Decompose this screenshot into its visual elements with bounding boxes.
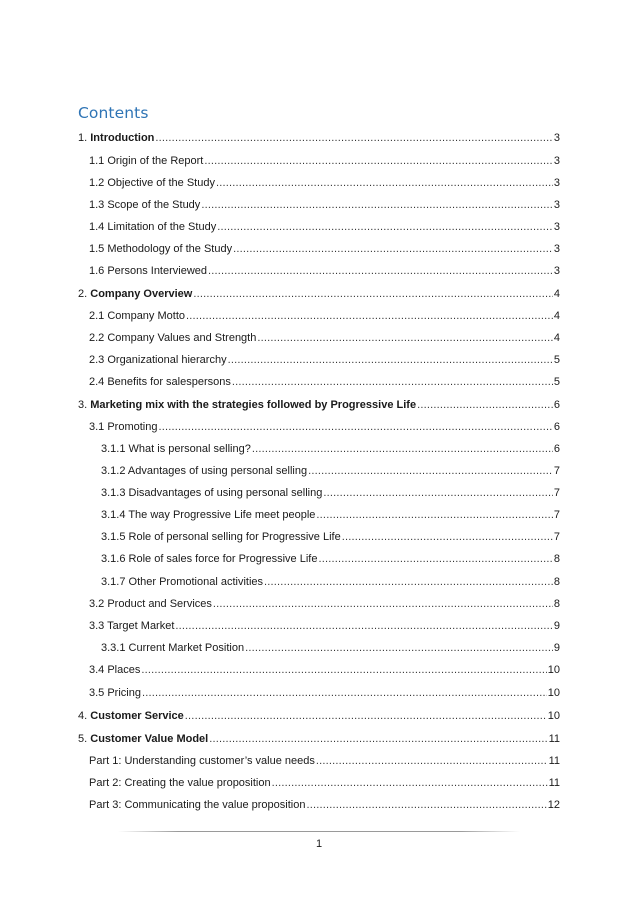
toc-entry-objective-of-study[interactable] <box>78 175 560 191</box>
toc-entry-customer-service[interactable] <box>78 708 560 724</box>
toc-entry-customer-value-model[interactable] <box>78 731 560 747</box>
toc-leader-dots <box>233 241 553 257</box>
toc-entry-page: 3 <box>553 221 560 233</box>
toc-entry-what-is-personal-selling[interactable] <box>78 441 560 457</box>
toc-entry-page: 10 <box>547 664 560 676</box>
toc-entry-number: 2. <box>78 288 88 300</box>
toc-entry-number: 5. <box>78 733 88 745</box>
toc-entry-page: 3 <box>553 243 560 255</box>
toc-entry-title: 3.1.2 Advantages of using personal selling <box>101 465 308 477</box>
toc-entry-promoting[interactable] <box>78 419 560 435</box>
toc-entry-title: 1.3 Scope of the Study <box>89 199 201 211</box>
toc-entry-title: Marketing mix with the strategies followed by Progressive Life <box>90 399 417 411</box>
toc-entry-title: 3.4 Places <box>89 664 141 676</box>
toc-entry-title: 2.3 Organizational hierarchy <box>89 354 227 366</box>
toc-leader-dots <box>193 286 553 302</box>
toc-entry-page: 6 <box>553 399 560 411</box>
toc-entry-title: Part 2: Creating the value proposition <box>89 777 271 789</box>
toc-leader-dots <box>417 397 553 413</box>
toc-entry-page: 4 <box>553 288 560 300</box>
toc-entry-page: 8 <box>553 598 560 610</box>
toc-entry-title: 1.6 Persons Interviewed <box>89 265 208 277</box>
toc-leader-dots <box>257 330 553 346</box>
toc-entry-title: Customer Value Model <box>90 733 209 745</box>
toc-entry-label <box>78 130 154 146</box>
toc-entry-label <box>78 286 192 302</box>
toc-entry-title: 3.5 Pricing <box>89 687 141 699</box>
toc-entry-page: 10 <box>547 687 560 699</box>
toc-entry-page: 3 <box>553 199 560 211</box>
toc-entry-page: 4 <box>553 332 560 344</box>
toc-entry-places[interactable] <box>78 662 560 678</box>
toc-entry-page: 5 <box>553 354 560 366</box>
toc-leader-dots <box>155 130 552 146</box>
toc-entry-title: 3.1 Promoting <box>89 421 158 433</box>
toc-leader-dots <box>252 441 553 457</box>
toc-leader-dots <box>141 662 546 678</box>
toc-entry-title: 2.2 Company Values and Strength <box>89 332 257 344</box>
toc-entry-part-3[interactable] <box>78 797 560 813</box>
toc-entry-organizational-hierarchy[interactable] <box>78 352 560 368</box>
toc-entry-origin-of-report[interactable] <box>78 153 560 169</box>
toc-entry-title: Customer Service <box>90 710 184 722</box>
toc-entry-page: 4 <box>553 310 560 322</box>
toc-leader-dots <box>209 731 547 747</box>
toc-entry-title: 3.3 Target Market <box>89 620 175 632</box>
toc-entry-part-1[interactable] <box>78 753 560 769</box>
toc-leader-dots <box>208 263 553 279</box>
toc-entry-advantages-personal-selling[interactable] <box>78 463 560 479</box>
toc-entry-pricing[interactable] <box>78 685 560 701</box>
toc-entry-marketing-mix[interactable] <box>78 397 560 413</box>
toc-leader-dots <box>175 618 552 634</box>
toc-entry-title: 3.1.6 Role of sales force for Progressive Life <box>101 553 318 565</box>
toc-entry-page: 7 <box>553 509 560 521</box>
toc-entry-other-promotional-activities[interactable] <box>78 574 560 590</box>
toc-leader-dots <box>323 485 553 501</box>
toc-entry-number: 1. <box>78 132 88 144</box>
toc-entry-way-progressive-life-meet-people[interactable] <box>78 507 560 523</box>
toc-leader-dots <box>216 175 553 191</box>
contents-heading: Contents <box>78 104 149 122</box>
toc-leader-dots <box>142 685 547 701</box>
toc-entry-page: 3 <box>553 155 560 167</box>
toc-entry-scope-of-study[interactable] <box>78 197 560 213</box>
toc-entry-product-and-services[interactable] <box>78 596 560 612</box>
toc-entry-page: 7 <box>553 531 560 543</box>
toc-entry-label <box>78 731 208 747</box>
toc-entry-title: 1.4 Limitation of the Study <box>89 221 217 233</box>
toc-entry-company-values[interactable] <box>78 330 560 346</box>
toc-leader-dots <box>204 153 553 169</box>
page-number: 1 <box>315 838 323 850</box>
toc-entry-persons-interviewed[interactable] <box>78 263 560 279</box>
toc-leader-dots <box>186 308 553 324</box>
toc-leader-dots <box>245 640 553 656</box>
toc-entry-label <box>78 708 184 724</box>
toc-entry-page: 7 <box>553 487 560 499</box>
toc-leader-dots <box>342 529 553 545</box>
toc-entry-page: 6 <box>553 421 560 433</box>
toc-entry-title: 2.1 Company Motto <box>89 310 185 322</box>
toc-entry-title: 1.5 Methodology of the Study <box>89 243 233 255</box>
toc-leader-dots <box>264 574 553 590</box>
toc-leader-dots <box>185 708 547 724</box>
toc-entry-number: 3. <box>78 399 88 411</box>
toc-leader-dots <box>316 753 548 769</box>
toc-entry-title: 2.4 Benefits for salespersons <box>89 376 231 388</box>
toc-entry-title: 1.1 Origin of the Report <box>89 155 204 167</box>
toc-leader-dots <box>232 374 553 390</box>
toc-entry-title: 3.1.3 Disadvantages of using personal selling <box>101 487 323 499</box>
toc-leader-dots <box>217 219 553 235</box>
toc-entry-page: 9 <box>553 620 560 632</box>
toc-entry-page: 6 <box>553 443 560 455</box>
toc-entry-title: 3.1.1 What is personal selling? <box>101 443 251 455</box>
toc-leader-dots <box>213 596 553 612</box>
toc-entry-title: Part 3: Communicating the value proposition <box>89 799 306 811</box>
toc-entry-title: 3.1.7 Other Promotional activities <box>101 576 264 588</box>
toc-entry-title: 3.3.1 Current Market Position <box>101 642 245 654</box>
toc-entry-page: 10 <box>547 710 560 722</box>
toc-entry-title: 3.1.5 Role of personal selling for Progressive Life <box>101 531 341 543</box>
toc-entry-page: 11 <box>548 733 560 745</box>
toc-entry-current-market-position[interactable] <box>78 640 560 656</box>
toc-entry-page: 5 <box>553 376 560 388</box>
toc-entry-company-overview[interactable] <box>78 286 560 302</box>
toc-entry-page: 8 <box>553 553 560 565</box>
toc-entry-title: Company Overview <box>90 288 193 300</box>
toc-leader-dots <box>228 352 553 368</box>
toc-entry-role-personal-selling[interactable] <box>78 529 560 545</box>
toc-entry-title: Part 1: Understanding customer’s value needs <box>89 755 315 767</box>
toc-entry-methodology[interactable] <box>78 241 560 257</box>
toc-entry-page: 12 <box>547 799 560 811</box>
toc-entry-benefits-salespersons[interactable] <box>78 374 560 390</box>
toc-entry-page: 11 <box>548 755 560 767</box>
toc-entry-page: 7 <box>553 465 560 477</box>
toc-entry-introduction[interactable] <box>78 130 560 146</box>
toc-entry-page: 11 <box>548 777 560 789</box>
toc-entry-disadvantages-personal-selling[interactable] <box>78 485 560 501</box>
toc-entry-page: 9 <box>553 642 560 654</box>
toc-entry-part-2[interactable] <box>78 775 560 791</box>
toc-entry-page: 3 <box>553 132 560 144</box>
toc-leader-dots <box>201 197 553 213</box>
toc-leader-dots <box>272 775 548 791</box>
toc-entry-title: 3.2 Product and Services <box>89 598 212 610</box>
toc-entry-title: 1.2 Objective of the Study <box>89 177 215 189</box>
toc-entry-company-motto[interactable] <box>78 308 560 324</box>
toc-leader-dots <box>318 551 552 567</box>
toc-entry-limitation-of-study[interactable] <box>78 219 560 235</box>
toc-entry-page: 8 <box>553 576 560 588</box>
toc-entry-title: Introduction <box>90 132 155 144</box>
toc-leader-dots <box>308 463 553 479</box>
toc-leader-dots <box>316 507 552 523</box>
toc-entry-page: 3 <box>553 265 560 277</box>
toc-entry-title: 3.1.4 The way Progressive Life meet people <box>101 509 316 521</box>
toc-leader-dots <box>306 797 546 813</box>
toc-entry-page: 3 <box>553 177 560 189</box>
toc-entry-role-sales-force[interactable] <box>78 551 560 567</box>
toc-entry-number: 4. <box>78 710 88 722</box>
toc-entry-target-market[interactable] <box>78 618 560 634</box>
toc-entry-label <box>78 397 416 413</box>
toc-leader-dots <box>158 419 552 435</box>
footer-divider <box>118 831 520 832</box>
